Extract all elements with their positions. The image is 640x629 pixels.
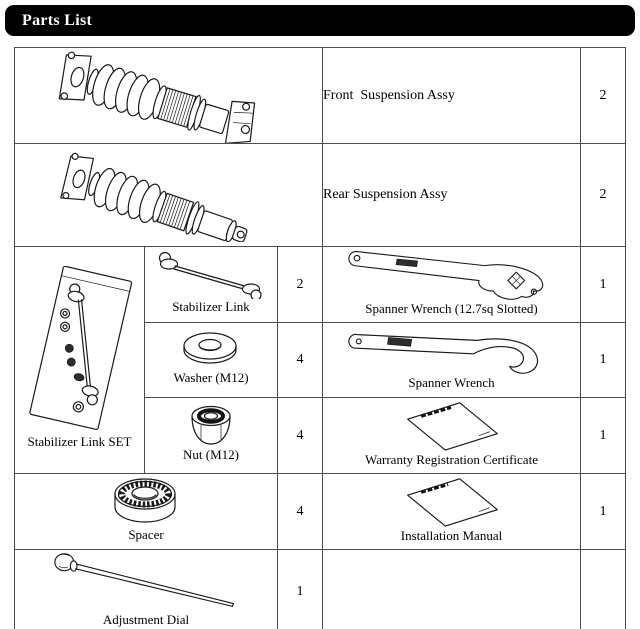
qty-front-suspension: 2 bbox=[581, 48, 626, 144]
qty-installation-manual: 1 bbox=[581, 474, 626, 550]
section-header-bar bbox=[5, 5, 635, 36]
stabilizer-link-illustration bbox=[148, 249, 274, 299]
stabilizer-link-set-bag-illustration bbox=[21, 266, 139, 434]
row-rear-suspension bbox=[15, 144, 626, 247]
part-name-washer: Washer (M12) bbox=[173, 369, 249, 385]
part-name-front-suspension: Front Suspension Assy bbox=[323, 48, 581, 144]
part-name-spanner-wrench-slotted: Spanner Wrench (12.7sq Slotted) bbox=[365, 301, 538, 316]
parts-table bbox=[14, 47, 626, 629]
part-name-warranty-certificate: Warranty Registration Certificate bbox=[365, 452, 538, 467]
cell-stabilizer-link bbox=[145, 247, 278, 323]
qty-spanner-wrench: 1 bbox=[581, 323, 626, 398]
cell-warranty-certificate bbox=[323, 398, 581, 474]
cell-front-suspension-image bbox=[15, 48, 323, 144]
cell-spanner-wrench-slotted bbox=[323, 247, 581, 323]
nut-illustration bbox=[182, 403, 240, 447]
cell-empty-qty bbox=[581, 550, 626, 629]
part-name-stabilizer-link: Stabilizer Link bbox=[172, 299, 250, 314]
page-title: Parts List bbox=[22, 11, 93, 29]
hook-spanner-wrench-illustration bbox=[347, 325, 557, 375]
spanner-wrench-slotted-illustration bbox=[344, 247, 560, 301]
qty-warranty-certificate: 1 bbox=[581, 398, 626, 474]
rear-suspension-assy-illustration bbox=[51, 148, 287, 242]
row-stabilizer-link bbox=[15, 247, 626, 323]
row-adjustment-dial bbox=[15, 550, 626, 629]
warranty-certificate-illustration bbox=[396, 398, 508, 452]
row-spacer bbox=[15, 474, 626, 550]
cell-installation-manual bbox=[323, 474, 581, 550]
cell-spanner-wrench bbox=[323, 323, 581, 398]
part-name-nut: Nut (M12) bbox=[183, 447, 239, 462]
cell-adjustment-dial bbox=[15, 550, 278, 629]
cell-rear-suspension-image bbox=[15, 144, 323, 247]
qty-washer: 4 bbox=[278, 323, 323, 398]
qty-stabilizer-link: 2 bbox=[278, 247, 323, 323]
qty-rear-suspension: 2 bbox=[581, 144, 626, 247]
spacer-illustration bbox=[103, 475, 189, 527]
cell-spacer bbox=[15, 474, 278, 550]
part-name-spanner-wrench: Spanner Wrench bbox=[408, 374, 495, 390]
cell-empty-part bbox=[323, 550, 581, 629]
washer-illustration bbox=[177, 330, 245, 370]
qty-spacer: 4 bbox=[278, 474, 323, 550]
part-name-installation-manual: Installation Manual bbox=[400, 528, 503, 543]
part-name-spacer: Spacer bbox=[128, 527, 164, 542]
part-name-stabilizer-link-set: Stabilizer Link SET bbox=[27, 433, 132, 449]
front-suspension-assy-illustration bbox=[51, 49, 287, 143]
cell-nut bbox=[145, 398, 278, 474]
qty-spanner-wrench-slotted: 1 bbox=[581, 247, 626, 323]
part-name-rear-suspension: Rear Suspension Assy bbox=[323, 144, 581, 247]
row-front-suspension bbox=[15, 48, 626, 144]
part-name-adjustment-dial: Adjustment Dial bbox=[102, 612, 190, 627]
qty-nut: 4 bbox=[278, 398, 323, 474]
cell-stabilizer-link-set bbox=[15, 247, 145, 474]
adjustment-dial-illustration bbox=[46, 550, 246, 612]
qty-adjustment-dial: 1 bbox=[278, 550, 323, 629]
cell-washer bbox=[145, 323, 278, 398]
installation-manual-illustration bbox=[396, 474, 508, 528]
